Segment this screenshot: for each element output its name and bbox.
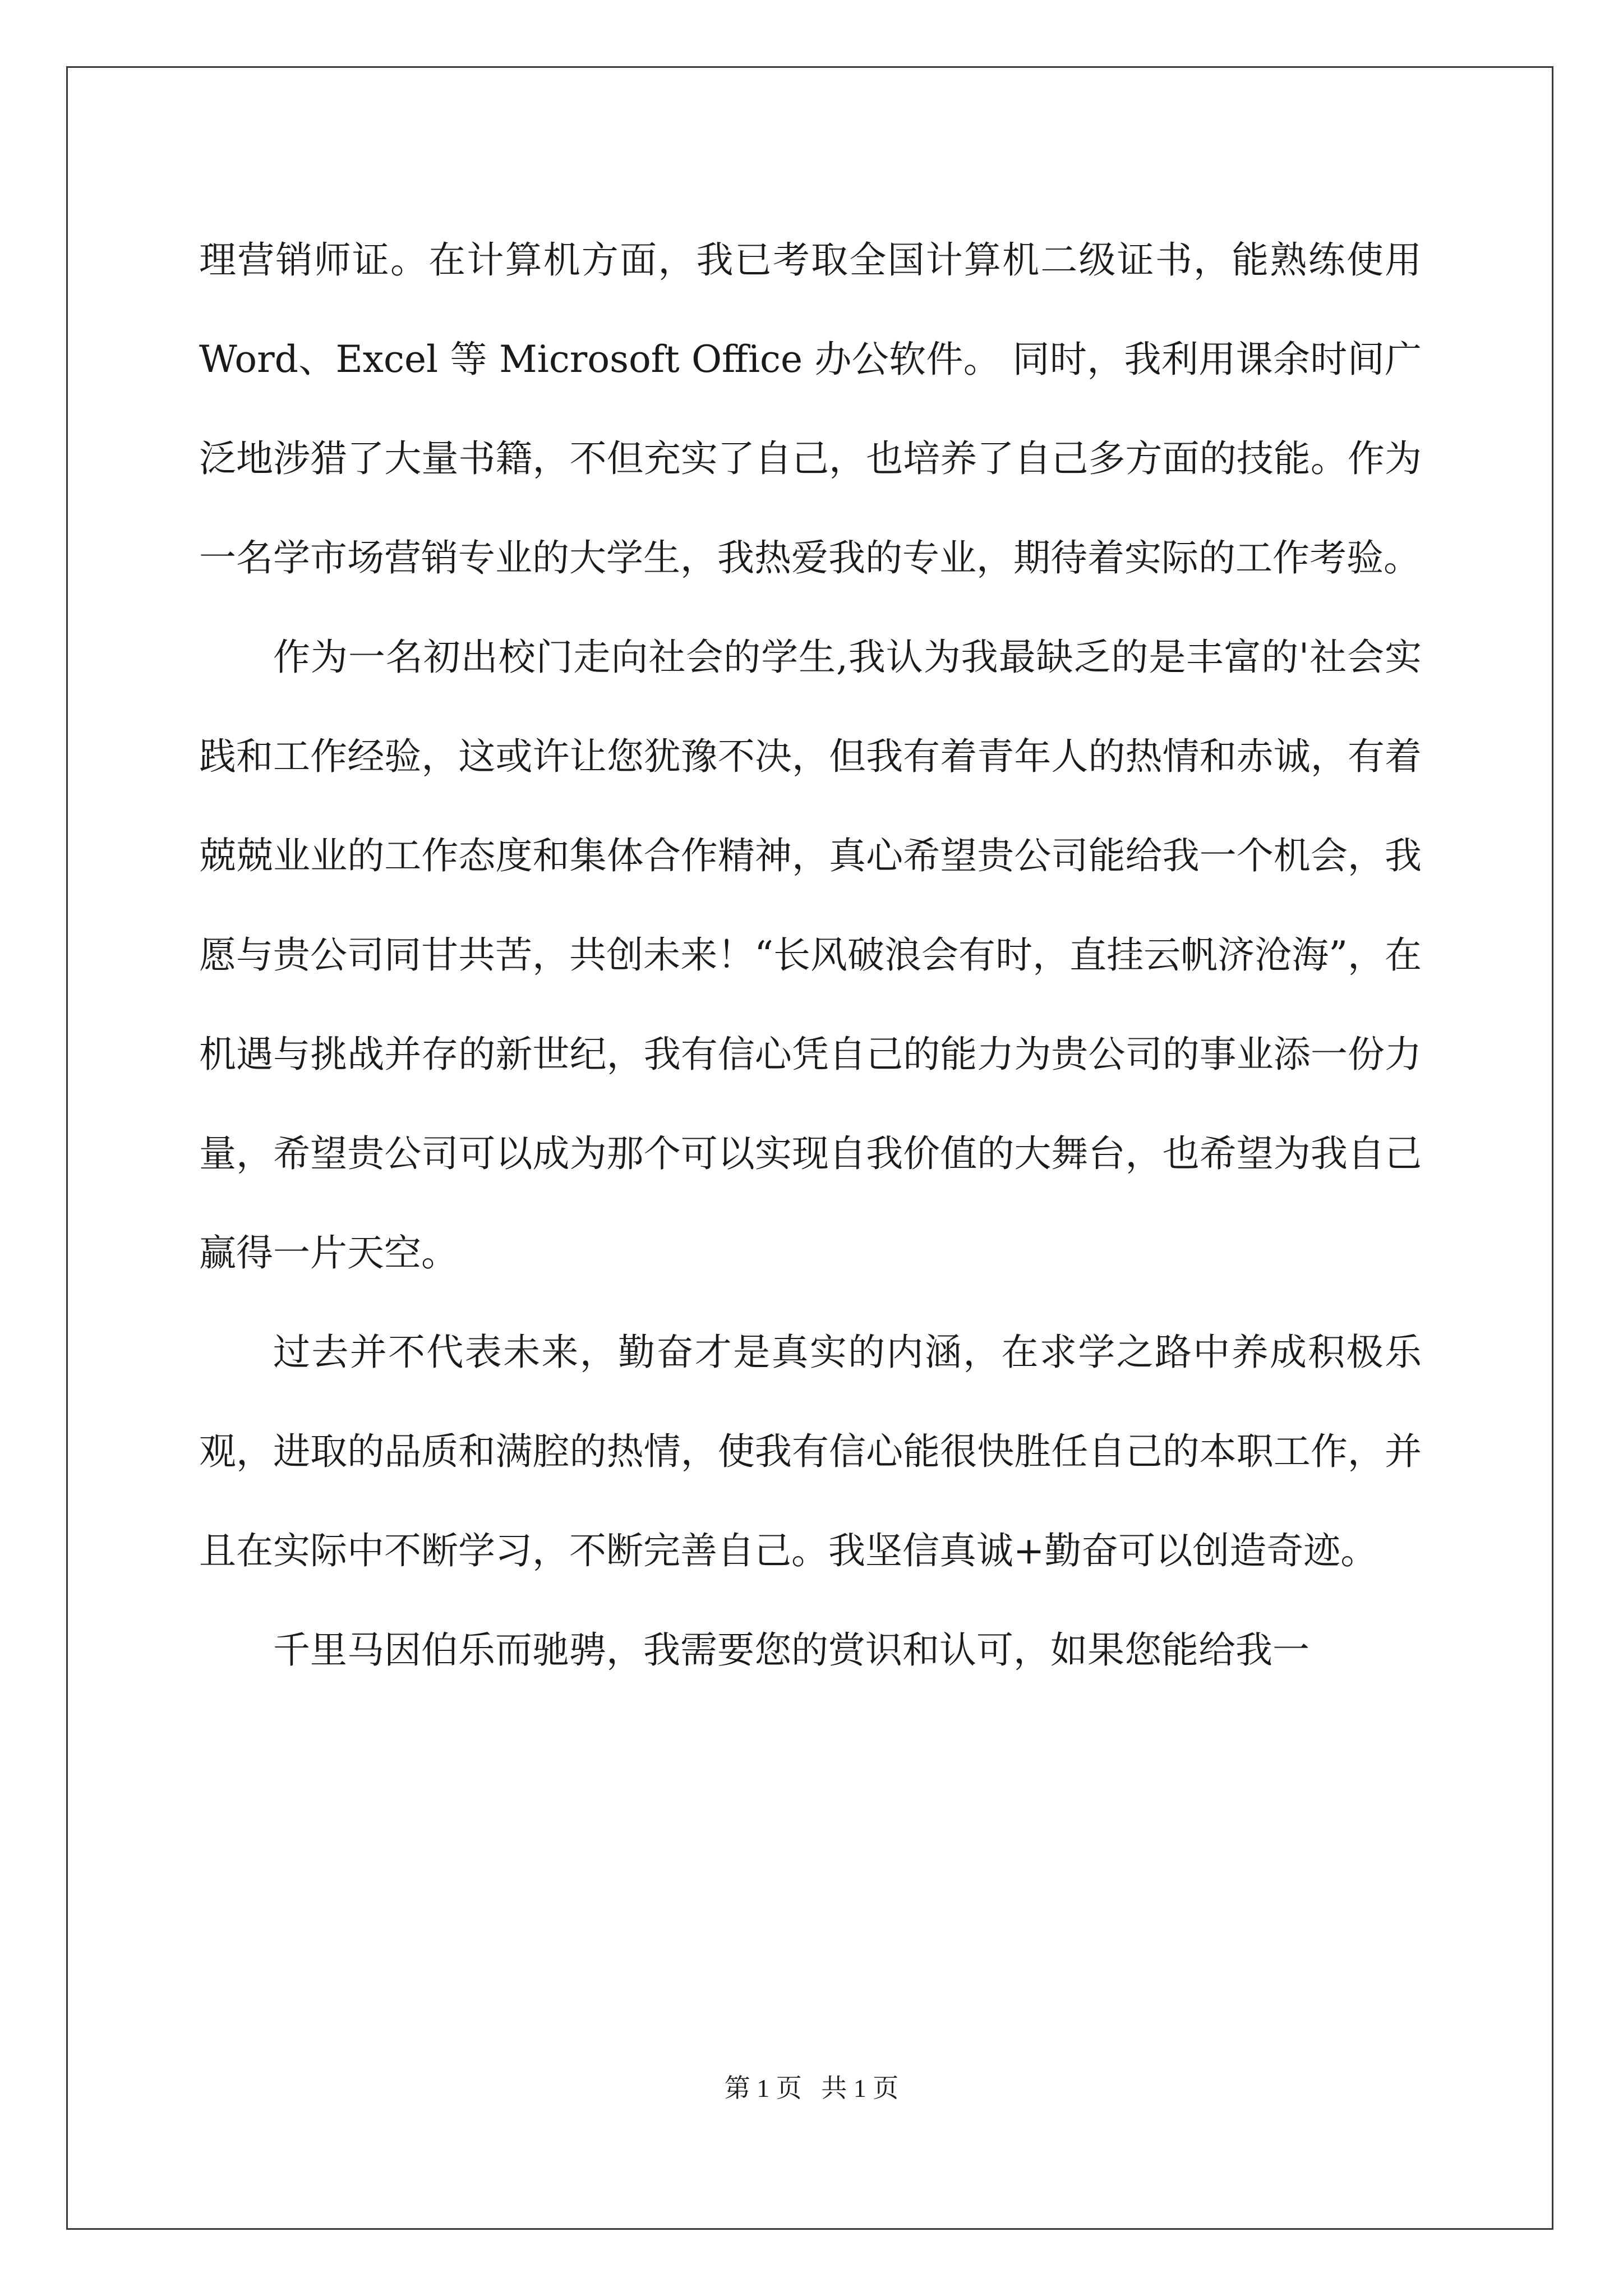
text-line: 待着实际的工作考验。 [1050,536,1421,579]
document-body [199,210,1422,1700]
text-line: 时，直挂云帆济沧海”，在机遇与挑战并存的新世纪，我有信心凭自己 [199,933,1422,1076]
text-line: 千里马因伯乐而驰骋，我需要您的赏识和认可，如果您能给我一 [273,1628,1310,1672]
text-line: 职工作，并且在实际中不断学习，不断完善自己。我坚信真诚+勤奋可 [199,1430,1422,1572]
text-line: 面的技能。作为一名学市场营销专业的大学生，我热爱我的专业，期 [199,437,1422,579]
text-line: 现自我价值的大舞台，也希望为我自己赢得一片天空。 [199,1132,1422,1274]
paragraph [199,1303,1422,1600]
text-line: 理营销师证。在计算机方面，我已考取全国计算机二级证书，能熟练 [199,238,1347,282]
text-line: 余时间广泛地涉猎了大量书籍，不但充实了自己，也培养了自己多方 [199,338,1422,480]
text-line: 使用 Word、Excel 等 Microsoft Office 办公软件。 同时，我利用课 [199,238,1422,381]
text-line: 社会实践和工作经验，这或许让您犹豫不决，但我有着青年人的热情 [199,636,1422,778]
text-line: 和赤诚，有着兢兢业业的工作态度和集体合作精神，真心希望贵公司 [199,735,1422,877]
text-line: 能给我一个机会，我愿与贵公司同甘共苦，共创未来！“长风破浪会有 [199,834,1422,977]
paragraph [199,210,1422,608]
text-line: 以创造奇迹。 [1155,1529,1378,1572]
paragraph [199,608,1422,1303]
text-line: 极乐观，进取的品质和满腔的热情，使我有信心能很快胜任自己的本 [199,1331,1422,1473]
paragraph [199,1600,1422,1700]
text-line: 作为一名初出校门走向社会的学生,我认为我最缺乏的是丰富的' [273,636,1310,679]
text-line: 过去并不代表未来，勤奋才是真实的内涵，在求学之路中养成积 [273,1331,1347,1374]
page-footer: 第 1 页 共 1 页 [724,2074,899,2102]
text-line: 的能力为贵公司的事业添一份力量，希望贵公司可以成为那个可以实 [199,1033,1422,1175]
